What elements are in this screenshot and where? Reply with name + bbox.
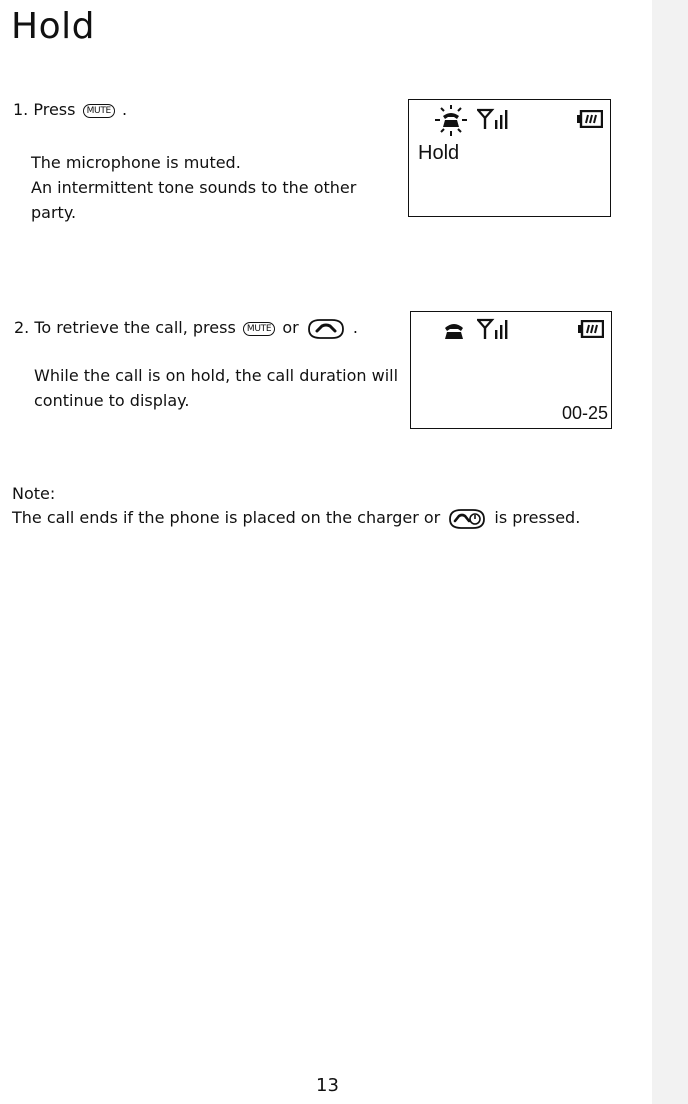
handset-display-hold (408, 99, 611, 217)
step1-instruction (13, 98, 127, 122)
call-duration: 00-25 (561, 403, 608, 423)
end-power-key-icon (447, 507, 487, 531)
step2-instruction (14, 316, 358, 341)
mute-key-icon: MUTE (243, 322, 275, 336)
page-margin-band (652, 0, 688, 1104)
step1-line: party. (31, 203, 77, 222)
signal-strength-icon (477, 318, 511, 340)
handset-display-call (410, 311, 612, 429)
display-hold-text: Hold (418, 142, 460, 164)
blinking-phone-icon (433, 103, 469, 137)
note-text (12, 506, 580, 531)
note-label: Note: (12, 484, 56, 503)
step2-suffix: . (352, 318, 358, 337)
step1-line: An intermittent tone sounds to the other (31, 178, 357, 197)
step2-or: or (282, 318, 299, 337)
step2-line: While the call is on hold, the call duration will (34, 366, 399, 385)
step1-prefix: 1. Press (13, 100, 76, 119)
step2-line: continue to display. (34, 391, 190, 410)
signal-strength-icon (477, 108, 511, 130)
note-prefix: The call ends if the phone is placed on the charger or (12, 508, 441, 527)
step1-line: The microphone is muted. (31, 153, 241, 172)
phone-icon (443, 320, 465, 340)
step2-prefix: 2. To retrieve the call, press (14, 318, 236, 337)
mute-key-icon: MUTE (83, 104, 115, 118)
note-suffix: is pressed. (494, 508, 581, 527)
step1-suffix: . (122, 100, 128, 119)
battery-icon (577, 110, 603, 128)
page-number: 13 (316, 1075, 339, 1096)
battery-icon (578, 320, 604, 338)
page-title: Hold (11, 6, 95, 47)
talk-key-icon (306, 317, 346, 341)
